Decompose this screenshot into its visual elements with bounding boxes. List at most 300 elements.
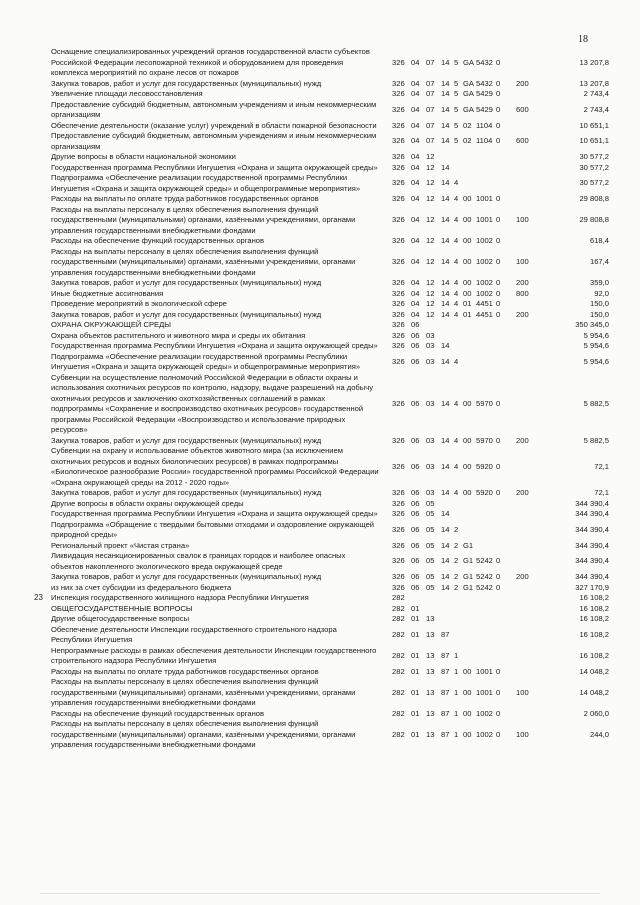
row-amount: 10 651,1 xyxy=(579,120,609,130)
row-amount: 5 954,6 xyxy=(583,341,609,350)
code-rz: 04 xyxy=(411,136,420,146)
code-vr: 600 xyxy=(516,104,529,114)
row-name: Расходы на выплаты персоналу в целях обеспечения выполнения функций государственными (муниципальными) органами, казёнными учреждениями, органами управления государственными внебюджетными фондами xyxy=(51,204,356,235)
code-p4: 1001 xyxy=(476,687,493,697)
code-p4: 1002 xyxy=(476,236,493,245)
code-p1: 14 xyxy=(441,257,450,266)
code-pr: 13 xyxy=(426,687,435,697)
code-p5: 0 xyxy=(496,57,501,67)
code-p2: 5 xyxy=(454,78,459,88)
row-name: Увеличение площади лесовосстановления xyxy=(51,89,203,98)
code-vr: 100 xyxy=(516,729,529,739)
row-name: Подпрограмма «Обращение с твердыми бытовыми отходами и оздоровление окружающей природной среды» xyxy=(51,519,375,539)
row-amount: 29 808,8 xyxy=(579,194,609,203)
code-p2: 2 xyxy=(454,556,459,566)
code-ved: 326 xyxy=(392,178,405,188)
code-pr: 05 xyxy=(426,572,435,581)
row-name: Расходы на выплаты персоналу в целях обеспечения выполнения функций государственными (муниципальными) органами, казёнными учреждениями, органами управления государственными внебюджетными фондами xyxy=(51,246,356,277)
table-row xyxy=(0,163,640,174)
code-ved: 326 xyxy=(392,257,405,266)
code-p3: 00 xyxy=(463,257,472,266)
code-rz: 04 xyxy=(411,104,420,114)
code-p3: G1 xyxy=(463,540,474,550)
code-rz: 04 xyxy=(411,194,420,203)
table-row xyxy=(0,205,640,237)
code-p1: 14 xyxy=(441,288,450,298)
code-p5: 0 xyxy=(496,582,501,592)
code-p3: 00 xyxy=(463,461,472,471)
code-p2: 1 xyxy=(454,708,459,718)
row-amount: 16 108,2 xyxy=(579,593,609,602)
code-ved: 282 xyxy=(392,614,405,623)
row-codes xyxy=(392,121,536,132)
code-p1: 14 xyxy=(441,278,450,287)
code-p5: 0 xyxy=(496,104,501,114)
code-p1: 87 xyxy=(441,708,450,718)
code-p1: 14 xyxy=(441,398,450,408)
row-amount: 327 170,9 xyxy=(575,582,609,592)
code-rz: 04 xyxy=(411,162,420,172)
row-name: Государственная программа Республики Ингушетия «Охрана и защита окружающей среды» xyxy=(51,509,378,518)
code-pr: 13 xyxy=(426,708,435,718)
table-row xyxy=(0,499,640,510)
row-codes xyxy=(392,593,536,604)
code-ved: 326 xyxy=(392,435,405,445)
row-name: Обеспечение деятельности Инспекции государственного строительного надзора Республики Ингушетия xyxy=(51,624,337,644)
code-ved: 326 xyxy=(392,152,405,161)
code-p1: 14 xyxy=(441,194,450,203)
code-pr: 12 xyxy=(426,194,435,203)
code-p2: 4 xyxy=(454,488,459,497)
code-p1: 14 xyxy=(441,104,450,114)
code-rz: 06 xyxy=(411,435,420,445)
code-rz: 04 xyxy=(411,236,420,245)
row-codes xyxy=(392,646,536,667)
table-row xyxy=(0,572,640,583)
row-codes xyxy=(392,488,536,499)
code-p3: 00 xyxy=(463,687,472,697)
code-pr: 12 xyxy=(426,152,435,161)
code-ved: 326 xyxy=(392,509,405,518)
code-p1: 14 xyxy=(441,120,450,130)
code-p3: 00 xyxy=(463,215,472,224)
row-amount: 618,4 xyxy=(589,236,609,245)
code-p4: 5429 xyxy=(476,104,493,114)
row-name: Закупка товаров, работ и услуг для государственных (муниципальных) нужд xyxy=(51,435,322,445)
code-vr: 800 xyxy=(516,288,529,298)
code-p5: 0 xyxy=(496,136,501,146)
page-number: 18 xyxy=(578,34,588,45)
row-name: Закупка товаров, работ и услуг для государственных (муниципальных) нужд xyxy=(51,309,322,319)
code-rz: 06 xyxy=(411,556,420,566)
code-p1: 14 xyxy=(441,524,450,534)
code-vr: 200 xyxy=(516,572,529,581)
row-codes xyxy=(392,614,536,625)
code-p5: 0 xyxy=(496,398,501,408)
table-row xyxy=(0,299,640,310)
table-row xyxy=(0,667,640,678)
code-p5: 0 xyxy=(496,461,501,471)
row-amount: 5 882,5 xyxy=(583,398,609,408)
row-name: Подпрограмма «Обеспечение реализации государственной программы Республики Ингушетия «Охрана и защита окружающей среды» и общепрограммные мероприятия» xyxy=(51,173,361,193)
code-p3: 01 xyxy=(463,299,472,308)
row-number: 23 xyxy=(34,593,43,602)
code-vr: 600 xyxy=(516,136,529,146)
code-p2: 5 xyxy=(454,104,459,114)
table-row xyxy=(0,173,640,194)
table-row xyxy=(0,551,640,572)
row-name: ОХРАНА ОКРУЖАЮЩЕЙ СРЕДЫ xyxy=(51,320,171,329)
code-ved: 326 xyxy=(392,398,405,408)
code-pr: 05 xyxy=(426,524,435,534)
code-pr: 12 xyxy=(426,178,435,188)
code-rz: 01 xyxy=(411,650,420,660)
row-amount: 150,0 xyxy=(589,309,609,319)
code-vr: 100 xyxy=(516,215,529,224)
code-ved: 326 xyxy=(392,278,405,287)
code-rz: 06 xyxy=(411,341,420,350)
row-amount: 350 345,0 xyxy=(575,320,609,329)
code-rz: 01 xyxy=(411,629,420,639)
table-row xyxy=(0,646,640,667)
table-row xyxy=(0,194,640,205)
code-p2: 2 xyxy=(454,582,459,592)
code-p4: 1104 xyxy=(476,120,493,130)
code-p1: 14 xyxy=(441,57,450,67)
code-pr: 12 xyxy=(426,309,435,319)
code-rz: 06 xyxy=(411,330,420,340)
code-p1: 14 xyxy=(441,309,450,319)
code-rz: 04 xyxy=(411,278,420,287)
code-p3: GA xyxy=(463,57,474,67)
code-p5: 0 xyxy=(496,666,501,676)
row-codes xyxy=(392,341,536,352)
code-vr: 200 xyxy=(516,435,529,445)
code-p4: 1002 xyxy=(476,288,493,298)
row-codes xyxy=(392,572,536,583)
code-p3: 00 xyxy=(463,398,472,408)
code-p3: 01 xyxy=(463,309,472,319)
code-ved: 282 xyxy=(392,603,405,613)
table-row xyxy=(0,604,640,615)
code-rz: 06 xyxy=(411,398,420,408)
code-p4: 1001 xyxy=(476,666,493,676)
table-row xyxy=(0,47,640,79)
code-p2: 4 xyxy=(454,194,459,203)
code-pr: 13 xyxy=(426,614,435,623)
code-rz: 06 xyxy=(411,582,420,592)
row-codes xyxy=(392,289,536,300)
code-p1: 14 xyxy=(441,509,450,518)
table-row xyxy=(0,131,640,152)
row-name: Расходы на обеспечение функций государственных органов xyxy=(51,708,265,718)
code-p1: 14 xyxy=(441,582,450,592)
code-rz: 04 xyxy=(411,89,420,98)
code-ved: 326 xyxy=(392,89,405,98)
code-p4: 5432 xyxy=(476,57,493,67)
code-pr: 12 xyxy=(426,288,435,298)
code-p4: 5242 xyxy=(476,582,493,592)
code-ved: 326 xyxy=(392,572,405,581)
table-row xyxy=(0,331,640,342)
code-p1: 14 xyxy=(441,488,450,497)
code-p1: 14 xyxy=(441,461,450,471)
code-rz: 01 xyxy=(411,687,420,697)
row-codes xyxy=(392,152,536,163)
code-p2: 1 xyxy=(454,687,459,697)
code-p1: 14 xyxy=(441,136,450,146)
row-name: Субвенции на охрану и использование объектов животного мира (за исключением охотничьих ресурсов и водных биологических ресурсов) в рамках подпрограммы «Биологическое разнообразие России» государственной программы Российской Федерации «Охрана окружающей среды на 2012 - 2020 годы» xyxy=(51,446,379,487)
row-name: Закупка товаров, работ и услуг для государственных (муниципальных) нужд xyxy=(51,278,322,287)
code-pr: 13 xyxy=(426,666,435,676)
code-ved: 326 xyxy=(392,524,405,534)
code-ved: 326 xyxy=(392,582,405,592)
code-rz: 06 xyxy=(411,498,420,508)
table-row xyxy=(0,509,640,520)
code-rz: 06 xyxy=(411,509,420,518)
row-amount: 16 108,2 xyxy=(579,650,609,660)
code-p2: 1 xyxy=(454,650,459,660)
code-rz: 06 xyxy=(411,356,420,366)
row-codes xyxy=(392,89,536,100)
code-p3: GA xyxy=(463,104,474,114)
code-p4: 1002 xyxy=(476,729,493,739)
table-row xyxy=(0,278,640,289)
row-codes xyxy=(392,709,536,720)
code-p4: 5432 xyxy=(476,78,493,88)
code-pr: 07 xyxy=(426,78,435,88)
row-amount: 167,4 xyxy=(589,257,609,266)
row-codes xyxy=(392,163,536,174)
code-p5: 0 xyxy=(496,556,501,566)
code-ved: 282 xyxy=(392,666,405,676)
code-rz: 04 xyxy=(411,299,420,308)
code-ved: 326 xyxy=(392,299,405,308)
code-rz: 06 xyxy=(411,524,420,534)
code-p1: 87 xyxy=(441,629,450,639)
row-name: Другие общегосударственные вопросы xyxy=(51,614,190,623)
code-p5: 0 xyxy=(496,257,501,266)
code-p1: 87 xyxy=(441,729,450,739)
table-row xyxy=(0,677,640,709)
row-codes xyxy=(392,541,536,552)
code-p5: 0 xyxy=(496,278,501,287)
code-pr: 03 xyxy=(426,435,435,445)
row-amount: 344 390,4 xyxy=(575,524,609,534)
code-p4: 4451 xyxy=(476,299,493,308)
code-p2: 2 xyxy=(454,540,459,550)
row-codes xyxy=(392,331,536,342)
code-p3: 00 xyxy=(463,236,472,245)
row-codes xyxy=(392,352,536,373)
row-amount: 13 207,8 xyxy=(579,57,609,67)
row-amount: 16 108,2 xyxy=(579,603,609,613)
code-p3: 00 xyxy=(463,488,472,497)
code-p2: 5 xyxy=(454,89,459,98)
bottom-divider xyxy=(40,893,600,894)
code-p4: 1001 xyxy=(476,215,493,224)
code-ved: 326 xyxy=(392,78,405,88)
code-rz: 06 xyxy=(411,572,420,581)
code-pr: 07 xyxy=(426,104,435,114)
table-row xyxy=(0,100,640,121)
code-ved: 326 xyxy=(392,330,405,340)
code-pr: 05 xyxy=(426,556,435,566)
row-codes xyxy=(392,373,536,436)
row-amount: 10 651,1 xyxy=(579,136,609,146)
code-rz: 06 xyxy=(411,540,420,550)
row-codes xyxy=(392,677,536,709)
code-p3: G1 xyxy=(463,572,474,581)
code-vr: 200 xyxy=(516,488,529,497)
code-p4: 4451 xyxy=(476,309,493,319)
code-p1: 14 xyxy=(441,540,450,550)
row-codes xyxy=(392,310,536,321)
code-p1: 14 xyxy=(441,236,450,245)
code-ved: 326 xyxy=(392,236,405,245)
code-ved: 326 xyxy=(392,341,405,350)
row-amount: 16 108,2 xyxy=(579,629,609,639)
code-p2: 5 xyxy=(454,120,459,130)
table-row xyxy=(0,488,640,499)
code-p2: 1 xyxy=(454,666,459,676)
code-ved: 282 xyxy=(392,708,405,718)
code-p2: 4 xyxy=(454,288,459,298)
row-codes xyxy=(392,247,536,279)
row-codes xyxy=(392,47,536,79)
row-amount: 244,0 xyxy=(589,729,609,739)
code-p2: 4 xyxy=(454,236,459,245)
code-pr: 03 xyxy=(426,341,435,350)
table-row xyxy=(0,79,640,90)
code-ved: 326 xyxy=(392,162,405,172)
code-p1: 14 xyxy=(441,435,450,445)
code-ved: 326 xyxy=(392,461,405,471)
code-p1: 14 xyxy=(441,356,450,366)
code-p2: 1 xyxy=(454,729,459,739)
code-pr: 05 xyxy=(426,540,435,550)
code-p5: 0 xyxy=(496,288,501,298)
row-amount: 30 577,2 xyxy=(579,152,609,161)
table-row xyxy=(0,709,640,720)
code-p4: 1002 xyxy=(476,708,493,718)
row-name: Региональный проект «Чистая страна» xyxy=(51,540,190,550)
code-p3: 00 xyxy=(463,729,472,739)
row-amount: 2 060,0 xyxy=(583,708,609,718)
row-name: Проведение мероприятий в экологической сфере xyxy=(51,299,227,308)
code-rz: 01 xyxy=(411,729,420,739)
code-pr: 05 xyxy=(426,582,435,592)
row-codes xyxy=(392,719,536,751)
table-row xyxy=(0,289,640,300)
code-p3: 00 xyxy=(463,666,472,676)
table-row xyxy=(0,625,640,646)
row-name: Закупка товаров, работ и услуг для государственных (муниципальных) нужд xyxy=(51,572,322,581)
row-amount: 16 108,2 xyxy=(579,614,609,623)
code-p1: 87 xyxy=(441,687,450,697)
code-p1: 14 xyxy=(441,572,450,581)
code-ved: 326 xyxy=(392,320,405,329)
row-amount: 344 390,4 xyxy=(575,540,609,550)
row-name: Инспекция государственного жилищного надзора Республики Ингушетия xyxy=(51,593,309,602)
code-p3: GA xyxy=(463,89,474,98)
code-p2: 4 xyxy=(454,257,459,266)
row-amount: 30 577,2 xyxy=(579,162,609,172)
table-row xyxy=(0,320,640,331)
table-row xyxy=(0,310,640,321)
code-pr: 12 xyxy=(426,278,435,287)
row-codes xyxy=(392,625,536,646)
code-rz: 04 xyxy=(411,178,420,188)
row-amount: 29 808,8 xyxy=(579,215,609,224)
row-name: Другие вопросы в области охраны окружающей среды xyxy=(51,498,244,508)
code-p4: 5920 xyxy=(476,461,493,471)
row-name: Оснащение специализированных учреждений органов государственной власти субъектов Российской Федерации лесопожарной техникой и оборудованием для проведения комплекса мероприятий по охране лесов от пожаров xyxy=(51,47,370,77)
code-p3: 00 xyxy=(463,708,472,718)
code-p2: 4 xyxy=(454,309,459,319)
code-pr: 12 xyxy=(426,236,435,245)
code-vr: 200 xyxy=(516,78,529,88)
row-codes xyxy=(392,446,536,488)
code-p2: 5 xyxy=(454,136,459,146)
code-ved: 326 xyxy=(392,120,405,130)
row-amount: 30 577,2 xyxy=(579,178,609,188)
row-amount: 359,0 xyxy=(589,278,609,287)
row-name: Иные бюджетные ассигнования xyxy=(51,288,164,298)
row-amount: 344 390,4 xyxy=(575,556,609,566)
code-p5: 0 xyxy=(496,194,501,203)
table-row xyxy=(0,352,640,373)
row-codes xyxy=(392,604,536,615)
row-name: из них за счет субсидии из федерального бюджета xyxy=(51,582,232,592)
row-codes xyxy=(392,320,536,331)
row-name: Охрана объектов растительного и животного мира и среды их обитания xyxy=(51,330,306,340)
code-p4: 5970 xyxy=(476,398,493,408)
row-codes xyxy=(392,499,536,510)
row-name: Расходы на выплаты персоналу в целях обеспечения выполнения функций государственными (муниципальными) органами, казёнными учреждениями, органами управления государственными внебюджетными фондами xyxy=(51,677,356,707)
row-name: Расходы на выплаты по оплате труда работников государственных органов xyxy=(51,666,319,676)
row-amount: 92,0 xyxy=(594,288,609,298)
row-amount: 5 954,6 xyxy=(583,356,609,366)
code-p4: 5429 xyxy=(476,89,493,98)
code-pr: 07 xyxy=(426,57,435,67)
code-p2: 4 xyxy=(454,398,459,408)
code-ved: 282 xyxy=(392,729,405,739)
budget-table xyxy=(0,47,640,751)
row-amount: 2 743,4 xyxy=(583,104,609,114)
code-p5: 0 xyxy=(496,299,501,308)
code-vr: 200 xyxy=(516,309,529,319)
row-codes xyxy=(392,520,536,541)
code-rz: 04 xyxy=(411,152,420,161)
table-row xyxy=(0,121,640,132)
code-p1: 87 xyxy=(441,666,450,676)
code-rz: 04 xyxy=(411,78,420,88)
code-pr: 03 xyxy=(426,398,435,408)
code-p1: 14 xyxy=(441,556,450,566)
row-codes xyxy=(392,79,536,90)
code-vr: 200 xyxy=(516,278,529,287)
code-p1: 14 xyxy=(441,299,450,308)
table-row xyxy=(0,436,640,447)
row-codes xyxy=(392,236,536,247)
row-name: Расходы на выплаты персоналу в целях обеспечения выполнения функций государственными (муниципальными) органами, казёнными учреждениями, органами управления государственными внебюджетными фондами xyxy=(51,719,356,749)
code-p4: 1001 xyxy=(476,194,493,203)
code-p3: 02 xyxy=(463,136,472,146)
code-ved: 326 xyxy=(392,356,405,366)
code-p1: 87 xyxy=(441,650,450,660)
code-ved: 326 xyxy=(392,498,405,508)
